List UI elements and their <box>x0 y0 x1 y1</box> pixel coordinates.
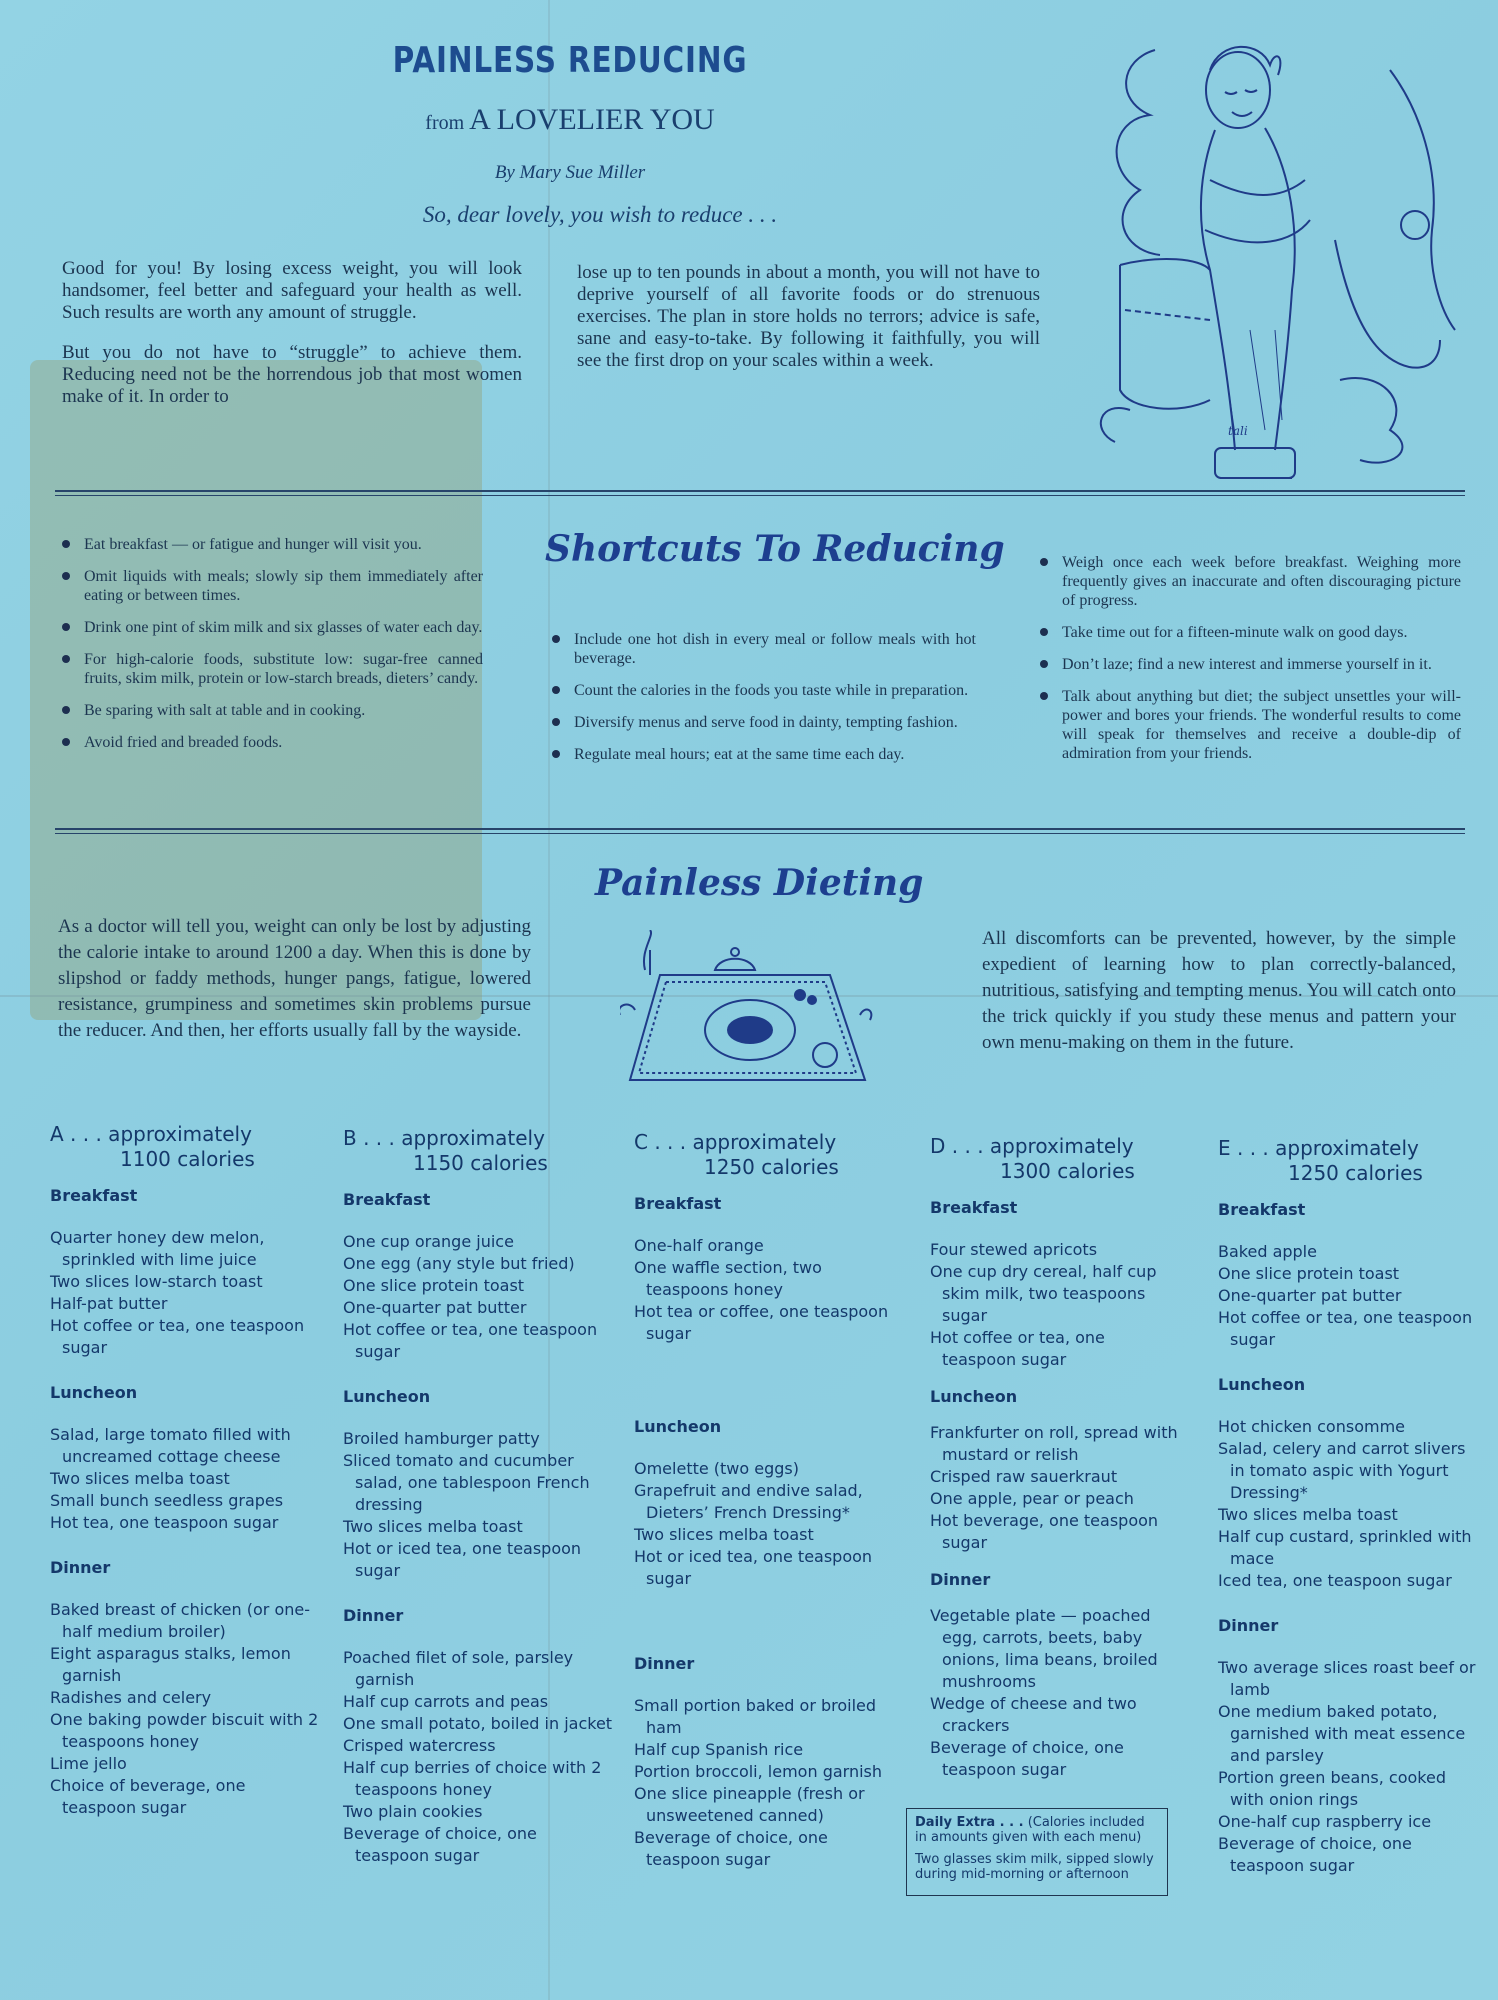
shortcuts-list-left <box>58 535 483 765</box>
menu-item: Quarter honey dew melon, sprinkled with lime juice <box>50 1228 265 1269</box>
menu-item: One cup orange juice <box>343 1232 514 1251</box>
menu-item: One-half orange <box>634 1236 764 1255</box>
dieting-heading: Painless Dieting <box>595 862 924 904</box>
menu-item: Hot coffee or tea, one teaspoon sugar <box>50 1316 305 1357</box>
intro-paragraph: But you do not have to “struggle” to achieve them. Reducing need not be the horrendous job that most women make of it. In order to <box>62 342 522 407</box>
meal-heading: Luncheon <box>50 1383 138 1402</box>
daily-extra-text: Two glasses skim milk, sipped slowly during mid-morning or afternoon <box>915 1852 1154 1882</box>
menu-item: Two average slices roast beef or lamb <box>1218 1658 1476 1699</box>
menu-item: Beverage of choice, one teaspoon sugar <box>343 1824 537 1865</box>
menu-calories: 1250 calories <box>1288 1161 1423 1185</box>
menu-item: Half-pat butter <box>50 1294 168 1313</box>
menu-item: Hot coffee or tea, one teaspoon sugar <box>1218 1308 1473 1349</box>
intro-right <box>577 262 1040 390</box>
menu-item: Half cup custard, sprinkled with mace <box>1218 1527 1472 1568</box>
list-item: Don’t laze; find a new interest and immerse yourself in it. <box>1036 655 1461 674</box>
list-item: Include one hot dish in every meal or follow meals with hot beverage. <box>548 630 976 668</box>
meal-heading: Dinner <box>930 1570 991 1589</box>
menu-item: One-quarter pat butter <box>343 1298 527 1317</box>
menu-item: Hot tea or coffee, one teaspoon sugar <box>634 1302 889 1343</box>
menu-item: One medium baked potato, garnished with meat essence and parsley <box>1218 1702 1466 1765</box>
menu-item: Hot coffee or tea, one teaspoon sugar <box>930 1328 1105 1369</box>
woman-in-towel-illustration <box>1060 30 1470 500</box>
daily-extra-box <box>906 1808 1168 1896</box>
meal-heading: Breakfast <box>634 1194 722 1213</box>
menu-calories: 1250 calories <box>704 1155 839 1179</box>
menu-heading <box>50 1122 320 1172</box>
menu-item: One-half cup raspberry ice <box>1218 1812 1432 1831</box>
meal-heading: Luncheon <box>634 1417 722 1436</box>
list-item: Count the calories in the foods you taste while in preparation. <box>548 681 976 700</box>
menu-item: Iced tea, one teaspoon sugar <box>1218 1571 1452 1590</box>
menu-item: Beverage of choice, one teaspoon sugar <box>930 1738 1124 1779</box>
menu-label: A . . . approximately <box>50 1122 252 1146</box>
intro-left <box>62 258 522 426</box>
menu-item: One egg (any style but fried) <box>343 1254 575 1273</box>
menu-label: E . . . approximately <box>1218 1136 1419 1160</box>
shortcuts-list-middle <box>548 630 976 777</box>
intro-paragraph: Good for you! By losing excess weight, you will look handsomer, feel better and safeguard your health as well. Such results are worth any amount of struggle. <box>62 258 522 323</box>
menu-item: Sliced tomato and cucumber salad, one tablespoon French dressing <box>343 1451 590 1514</box>
menu-item: Wedge of cheese and two crackers <box>930 1694 1137 1735</box>
menu-item: Two slices melba toast <box>343 1517 523 1536</box>
meal-heading: Breakfast <box>50 1186 138 1205</box>
meal-heading: Breakfast <box>1218 1200 1306 1219</box>
section-divider <box>55 490 1465 496</box>
menu-label: D . . . approximately <box>930 1134 1134 1158</box>
menu-column-b <box>343 1126 613 1867</box>
list-item: Regulate meal hours; eat at the same time each day. <box>548 745 976 764</box>
menu-heading <box>634 1130 904 1180</box>
menu-item: Hot beverage, one teaspoon sugar <box>930 1511 1159 1552</box>
menu-item: One slice pineapple (fresh or unsweetened canned) <box>634 1784 865 1825</box>
menu-item: Salad, large tomato filled with uncreamed cottage cheese <box>50 1425 291 1466</box>
section-divider <box>55 828 1465 834</box>
byline: By Mary Sue Miller <box>494 162 646 183</box>
menu-calories: 1100 calories <box>120 1147 255 1171</box>
menu-heading <box>930 1134 1180 1184</box>
menu-item: Hot or iced tea, one teaspoon sugar <box>634 1547 873 1588</box>
menu-item: Frankfurter on roll, spread with mustard or relish <box>930 1423 1178 1464</box>
subtitle-from: from <box>425 112 465 134</box>
list-item: Talk about anything but diet; the subject unsettles your will-power and bores your friends. The wonderful results to come will speak for themselves and receive a double-dip of admiration from your friends. <box>1036 687 1461 763</box>
dieting-right-text: All discomforts can be prevented, however, by the simple expedient of learning how to plan correctly-balanced, nutritious, satisfying and tempting menus. You will catch onto the trick quickly if you study these menus and pattern your own menu-making on them in the future. <box>982 928 1456 1053</box>
meal-heading: Dinner <box>50 1558 111 1577</box>
menu-column-e <box>1218 1136 1478 1877</box>
daily-extra-note: (Calories included in amounts given with each menu) <box>915 1815 1145 1845</box>
menu-heading <box>343 1126 613 1176</box>
menu-item: Small portion baked or broiled ham <box>634 1696 877 1737</box>
menu-item: Eight asparagus stalks, lemon garnish <box>50 1644 291 1685</box>
tagline: So, dear lovely, you wish to reduce . . . <box>422 202 778 227</box>
list-item: Omit liquids with meals; slowly sip them immediately after eating or between times. <box>58 567 483 605</box>
meal-heading: Breakfast <box>930 1198 1018 1217</box>
menu-item: Grapefruit and endive salad, Dieters’ French Dressing* <box>634 1481 863 1522</box>
meal-heading: Dinner <box>343 1606 404 1625</box>
intro-paragraph: lose up to ten pounds in about a month, you will not have to deprive yourself of all favorite foods or do strenuous exercises. The plan in store holds no terrors; advice is safe, sane and easy-to-take. By following it faithfully, you will see the first drop on your scales within a week. <box>577 262 1040 371</box>
menu-item: Half cup Spanish rice <box>634 1740 804 1759</box>
menu-item: One cup dry cereal, half cup skim milk, two teaspoons sugar <box>930 1262 1157 1325</box>
meal-heading: Luncheon <box>930 1387 1018 1406</box>
meal-heading: Luncheon <box>343 1387 431 1406</box>
subtitle-source: A LOVELIER YOU <box>469 103 715 136</box>
menu-item: Portion broccoli, lemon garnish <box>634 1762 883 1781</box>
menu-item: Hot chicken consomme <box>1218 1417 1405 1436</box>
food-tray-illustration <box>620 930 880 1100</box>
menu-item: Crisped raw sauerkraut <box>930 1467 1118 1486</box>
menu-label: B . . . approximately <box>343 1126 545 1150</box>
menu-item: Radishes and celery <box>50 1688 212 1707</box>
menu-item: One small potato, boiled in jacket <box>343 1714 613 1733</box>
menu-item: One slice protein toast <box>1218 1264 1400 1283</box>
menu-item: Half cup berries of choice with 2 teaspoons honey <box>343 1758 602 1799</box>
menu-item: Four stewed apricots <box>930 1240 1098 1259</box>
menu-item: Beverage of choice, one teaspoon sugar <box>1218 1834 1412 1875</box>
shortcuts-list-right <box>1036 553 1461 776</box>
meal-heading: Dinner <box>634 1654 695 1673</box>
menu-calories: 1150 calories <box>413 1151 548 1175</box>
daily-extra-heading: Daily Extra . . . <box>915 1815 1024 1830</box>
list-item: Take time out for a fifteen-minute walk on good days. <box>1036 623 1461 642</box>
menu-item: Hot tea, one teaspoon sugar <box>50 1513 279 1532</box>
meal-heading: Breakfast <box>343 1190 431 1209</box>
menu-item: Omelette (two eggs) <box>634 1459 799 1478</box>
menu-heading <box>1218 1136 1478 1186</box>
menu-item: One-quarter pat butter <box>1218 1286 1402 1305</box>
menu-column-d <box>930 1134 1180 1781</box>
list-item: Drink one pint of skim milk and six glasses of water each day. <box>58 618 483 637</box>
menu-item: Two slices low-starch toast <box>50 1272 263 1291</box>
menu-item: Crisped watercress <box>343 1736 496 1755</box>
menu-item: Two slices melba toast <box>50 1469 230 1488</box>
menu-item: Baked apple <box>1218 1242 1317 1261</box>
subtitle <box>300 103 840 137</box>
list-item: Weigh once each week before breakfast. Weighing more frequently gives an inaccurate and often discouraging picture of progress. <box>1036 553 1461 610</box>
menu-column-c <box>634 1130 904 1871</box>
menu-item: Vegetable plate — poached egg, carrots, beets, baby onions, lima beans, broiled mushrooms <box>930 1606 1158 1691</box>
menu-item: Two slices melba toast <box>634 1525 814 1544</box>
page-title: PAINLESS REDUCING <box>392 40 748 81</box>
menu-item: Portion green beans, cooked with onion rings <box>1218 1768 1446 1809</box>
list-item: Diversify menus and serve food in dainty, tempting fashion. <box>548 713 976 732</box>
menu-calories: 1300 calories <box>1000 1159 1135 1183</box>
menu-item: Two plain cookies <box>343 1802 483 1821</box>
shortcuts-heading: Shortcuts To Reducing <box>545 528 1005 570</box>
menu-item: Two slices melba toast <box>1218 1505 1398 1524</box>
menu-item: Poached filet of sole, parsley garnish <box>343 1648 574 1689</box>
dieting-left-text: As a doctor will tell you, weight can only be lost by adjusting the calorie intake to around 1200 a day. When this is done by slipshod or faddy methods, hunger pangs, fatigue, lowered resistance, grumpiness and sometimes skin problems pursue the reducer. And then, her efforts usually fall by the wayside. <box>58 916 531 1041</box>
list-item: Be sparing with salt at table and in cooking. <box>58 701 483 720</box>
meal-heading: Luncheon <box>1218 1375 1306 1394</box>
menu-column-a <box>50 1122 320 1819</box>
menu-label: C . . . approximately <box>634 1130 837 1154</box>
menu-item: Salad, celery and carrot slivers in tomato aspic with Yogurt Dressing* <box>1218 1439 1466 1502</box>
menu-item: Choice of beverage, one teaspoon sugar <box>50 1776 246 1817</box>
list-item: Eat breakfast — or fatigue and hunger will visit you. <box>58 535 483 554</box>
menu-item: One apple, pear or peach <box>930 1489 1134 1508</box>
menu-item: One waffle section, two teaspoons honey <box>634 1258 822 1299</box>
menu-item: Baked breast of chicken (or one-half medium broiler) <box>50 1600 310 1641</box>
menu-item: Hot coffee or tea, one teaspoon sugar <box>343 1320 598 1361</box>
menu-item: Half cup carrots and peas <box>343 1692 549 1711</box>
menu-item: Lime jello <box>50 1754 127 1773</box>
menu-item: One slice protein toast <box>343 1276 525 1295</box>
meal-heading: Dinner <box>1218 1616 1279 1635</box>
list-item: For high-calorie foods, substitute low: sugar-free canned fruits, skim milk, protein or low-starch breads, dieters’ candy. <box>58 650 483 688</box>
illustration-signature: tali <box>1228 424 1248 438</box>
menu-item: Small bunch seedless grapes <box>50 1491 284 1510</box>
menu-item: Broiled hamburger patty <box>343 1429 540 1448</box>
menu-item: Beverage of choice, one teaspoon sugar <box>634 1828 828 1869</box>
menu-item: Hot or iced tea, one teaspoon sugar <box>343 1539 582 1580</box>
list-item: Avoid fried and breaded foods. <box>58 733 483 752</box>
menu-item: One baking powder biscuit with 2 teaspoons honey <box>50 1710 319 1751</box>
